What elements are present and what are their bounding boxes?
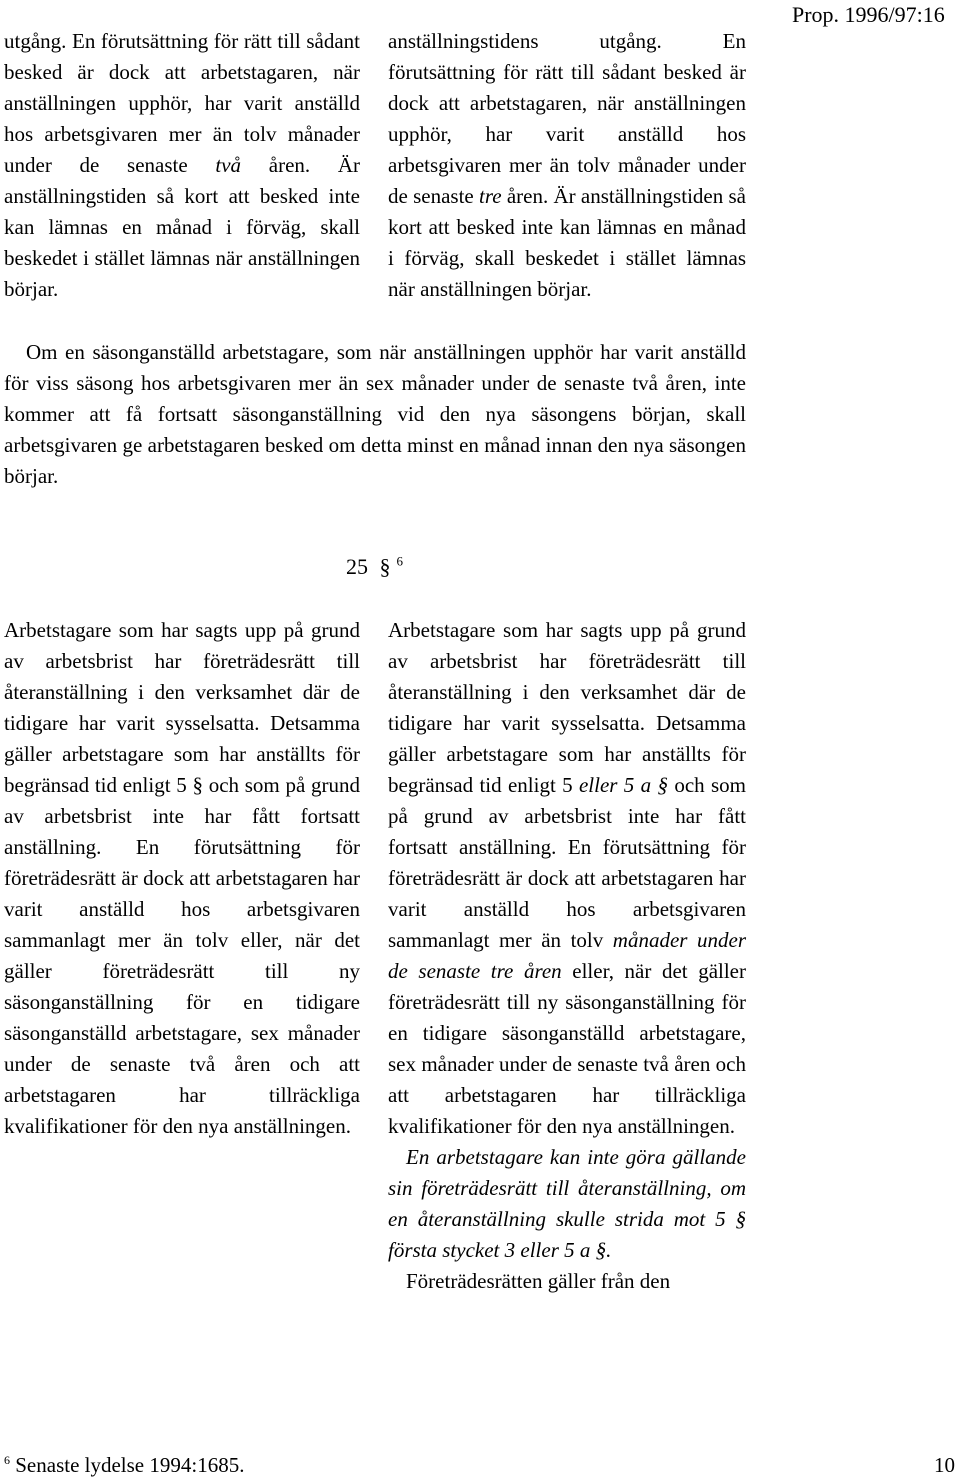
page-number: 10: [934, 1453, 955, 1477]
document-reference: Prop. 1996/97:16: [792, 2, 945, 27]
right-bottom-paragraph-3: Företrädesrätten gäller från den: [406, 1269, 671, 1293]
section-heading: [346, 551, 403, 582]
left-column-bottom: [4, 615, 360, 1142]
footnote: [4, 1450, 244, 1481]
right-column-bottom: [388, 615, 746, 1297]
section-sign: §: [379, 554, 391, 579]
right-bottom-paragraph-1: Arbetstagare som har sagts upp på grund av arbetsbrist har företrädesrätt till återanställning i den verksamhet där de tidigare har varit sysselsatta. Detsamma gäller arbetstagare som har anställts för begränsad tid enligt 5 eller 5 a § och som på grund av arbetsbrist inte har fått fortsatt anställning. En förutsättning för företrädesrätt är dock att arbetstagaren har varit anställd hos arbetsgivaren sammanlagt mer än tolv månader under de senaste tre åren eller, när det gäller företrädesrätt till ny säsonganställning för en tidigare säsonganställd arbetstagare, sex månader under de senaste två åren och att arbetstagaren har tillräckliga kvalifikationer för den nya anställningen.: [388, 618, 747, 1138]
section-number: 25: [346, 554, 368, 579]
left-top-paragraph: utgång. En förutsättning för rätt till sådant besked är dock att arbetstagaren, när anställningen upphör, har varit anställd hos arbetsgivaren mer än tolv månader under de senaste två åren. Är anställningstiden så kort att besked inte kan lämnas en månad i förväg, skall beskedet i stället lämnas när anställningen börjar.: [4, 29, 360, 301]
footnote-text: Senaste lydelse 1994:1685.: [10, 1453, 245, 1477]
right-bottom-paragraph-2: En arbetstagare kan inte göra gällande sin företrädesrätt till återanställning, om en återanställning skulle strida mot 5 § första stycket 3 eller 5 a §.: [388, 1145, 746, 1262]
footnote-mark: 6: [4, 1453, 10, 1467]
right-column-top: [388, 26, 746, 305]
full-width-paragraph: Om en säsonganställd arbetstagare, som när anställningen upphör har varit anställd för viss säsong hos arbetsgivaren mer än sex månader under de senaste två åren, inte kommer att få fortsatt säsonganställning vid den nya säsongens början, skall arbetsgivaren ge arbetstagaren besked om detta minst en månad innan den nya säsongen börjar.: [4, 340, 746, 488]
left-column-top: [4, 26, 360, 305]
left-bottom-paragraph: Arbetstagare som har sagts upp på grund av arbetsbrist har företrädesrätt till återanställning i den verksamhet där de tidigare har varit sysselsatta. Detsamma gäller arbetstagare som har anställts för begränsad tid enligt 5 § och som på grund av arbetsbrist inte har fått fortsatt anställning. En förutsättning för företrädesrätt är dock att arbetstagaren har varit anställd hos arbetsgivaren sammanlagt mer än tolv eller, när det gäller företrädesrätt till ny säsonganställning för en tidigare säsonganställd arbetstagare, sex månader under de senaste två åren och att arbetstagaren har tillräckliga kvalifikationer för den nya anställningen.: [4, 618, 360, 1138]
right-top-paragraph: anställningstidens utgång. En förutsättning för rätt till sådant besked är dock att arbetstagaren, när anställningen upphör, har varit anställd hos arbetsgivaren mer än tolv månader under de senaste tre åren. Är anställningstiden så kort att besked inte kan lämnas en månad i förväg, skall beskedet i stället lämnas när anställningen börjar.: [388, 29, 746, 301]
footnote-reference: 6: [396, 553, 403, 569]
